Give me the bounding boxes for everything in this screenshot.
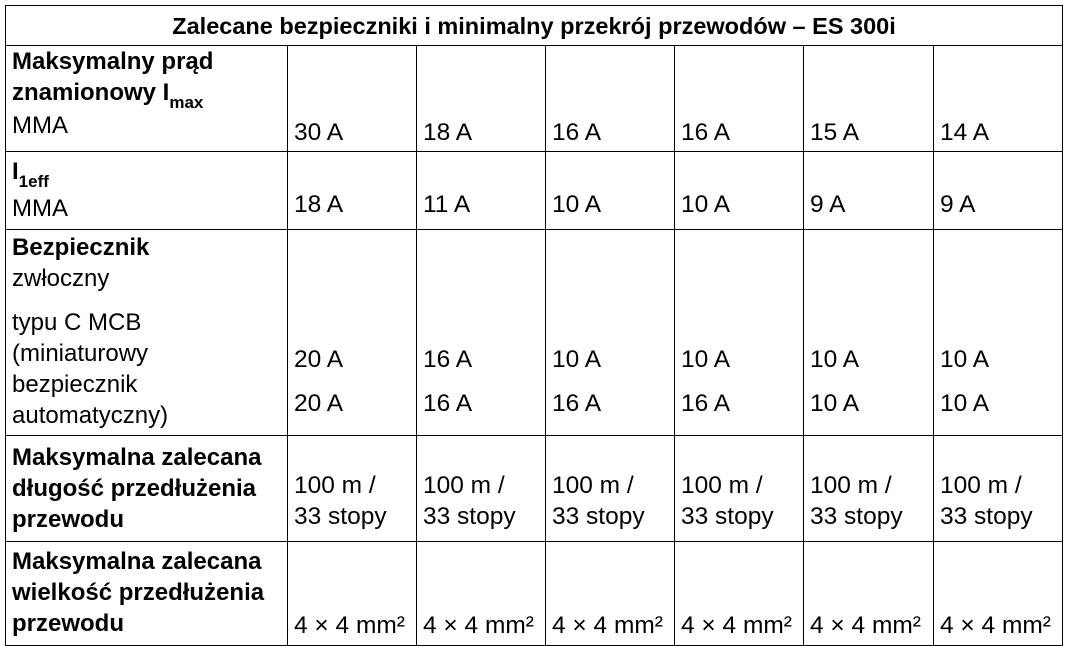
size-value: 4 × 4 mm²	[934, 542, 1063, 646]
imax-value: 14 A	[934, 46, 1063, 152]
imax-value: 15 A	[804, 46, 934, 152]
fuse-value-delayed: 20 A	[294, 346, 344, 373]
size-value: 4 × 4 mm²	[288, 542, 417, 646]
fuse-label-line3: typu C MCB	[12, 309, 142, 336]
length-value-m: 100 m /	[681, 472, 763, 499]
size-value: 4 × 4 mm²	[675, 542, 804, 646]
fuse-values	[417, 230, 546, 436]
fuse-value-delayed: 16 A	[423, 346, 473, 373]
table-title: Zalecane bezpieczniki i minimalny przekrój przewodów – ES 300i	[6, 6, 1063, 46]
fuse-value-delayed: 10 A	[681, 346, 731, 373]
row-label-i1eff	[6, 152, 288, 230]
length-values	[288, 436, 417, 542]
fuse-value-mcb: 20 A	[294, 390, 344, 417]
i1eff-value: 10 A	[675, 152, 804, 230]
fuse-values	[804, 230, 934, 436]
table-row-length	[6, 436, 1063, 542]
length-label-line1: Maksymalna zalecana	[12, 444, 262, 471]
fuse-label-line5: bezpiecznik	[12, 371, 138, 398]
imax-label-sub: max	[169, 93, 204, 112]
fuse-value-delayed: 10 A	[810, 346, 860, 373]
table-row-fuse	[6, 230, 1063, 436]
i1eff-label-sub: 1eff	[18, 172, 49, 191]
fuse-value-mcb: 10 A	[940, 390, 990, 417]
length-value-ft: 33 stopy	[681, 503, 774, 530]
fuse-label-line6: automatyczny)	[12, 402, 169, 429]
table-row-i1eff	[6, 152, 1063, 230]
fuse-values	[288, 230, 417, 436]
row-label-fuse	[6, 230, 288, 436]
fuse-value-mcb: 16 A	[423, 390, 473, 417]
fuse-value-mcb: 16 A	[552, 390, 602, 417]
length-label-line3: przewodu	[12, 506, 124, 533]
length-values	[417, 436, 546, 542]
row-label-size	[6, 542, 288, 646]
length-value-ft: 33 stopy	[294, 503, 387, 530]
table-row-imax	[6, 46, 1063, 152]
i1eff-value: 11 A	[417, 152, 546, 230]
length-values	[804, 436, 934, 542]
length-values	[675, 436, 804, 542]
length-label-line2: długość przedłużenia	[12, 475, 257, 502]
fuse-value-mcb: 16 A	[681, 390, 731, 417]
fuse-value-delayed: 10 A	[552, 346, 602, 373]
size-label-line3: przewodu	[12, 610, 124, 637]
fuse-values	[675, 230, 804, 436]
fuse-value-mcb: 10 A	[810, 390, 860, 417]
imax-value: 18 A	[417, 46, 546, 152]
imax-label-line2: znamionowy I	[12, 79, 170, 106]
size-value: 4 × 4 mm²	[804, 542, 934, 646]
imax-label-line1: Maksymalny prąd	[12, 48, 214, 75]
imax-value: 30 A	[288, 46, 417, 152]
imax-label-line3: MMA	[12, 112, 68, 139]
length-value-m: 100 m /	[810, 472, 892, 499]
length-value-m: 100 m /	[423, 472, 505, 499]
size-label-line1: Maksymalna zalecana	[12, 548, 262, 575]
size-value: 4 × 4 mm²	[546, 542, 675, 646]
fuse-value-delayed: 10 A	[940, 346, 990, 373]
length-value-m: 100 m /	[294, 472, 376, 499]
length-value-m: 100 m /	[940, 472, 1022, 499]
length-values	[934, 436, 1063, 542]
length-value-ft: 33 stopy	[940, 503, 1033, 530]
length-value-ft: 33 stopy	[423, 503, 516, 530]
imax-value: 16 A	[546, 46, 675, 152]
size-value: 4 × 4 mm²	[417, 542, 546, 646]
length-value-ft: 33 stopy	[552, 503, 645, 530]
fuse-label-line4: (miniaturowy	[12, 340, 149, 367]
i1eff-value: 9 A	[934, 152, 1063, 230]
size-label-line2: wielkość przedłużenia	[12, 579, 265, 606]
i1eff-label-main: I	[12, 158, 19, 185]
row-label-imax	[6, 46, 288, 152]
length-value-m: 100 m /	[552, 472, 634, 499]
fuse-label-line1: Bezpiecznik	[12, 234, 150, 261]
fuse-table	[5, 5, 1063, 646]
row-label-length	[6, 436, 288, 542]
imax-value: 16 A	[675, 46, 804, 152]
fuse-values	[546, 230, 675, 436]
table-row-size	[6, 542, 1063, 646]
i1eff-label-line2: MMA	[12, 195, 68, 222]
i1eff-value: 9 A	[804, 152, 934, 230]
i1eff-value: 10 A	[546, 152, 675, 230]
i1eff-value: 18 A	[288, 152, 417, 230]
length-values	[546, 436, 675, 542]
fuse-values	[934, 230, 1063, 436]
length-value-ft: 33 stopy	[810, 503, 903, 530]
fuse-label-line2: zwłoczny	[12, 265, 110, 292]
